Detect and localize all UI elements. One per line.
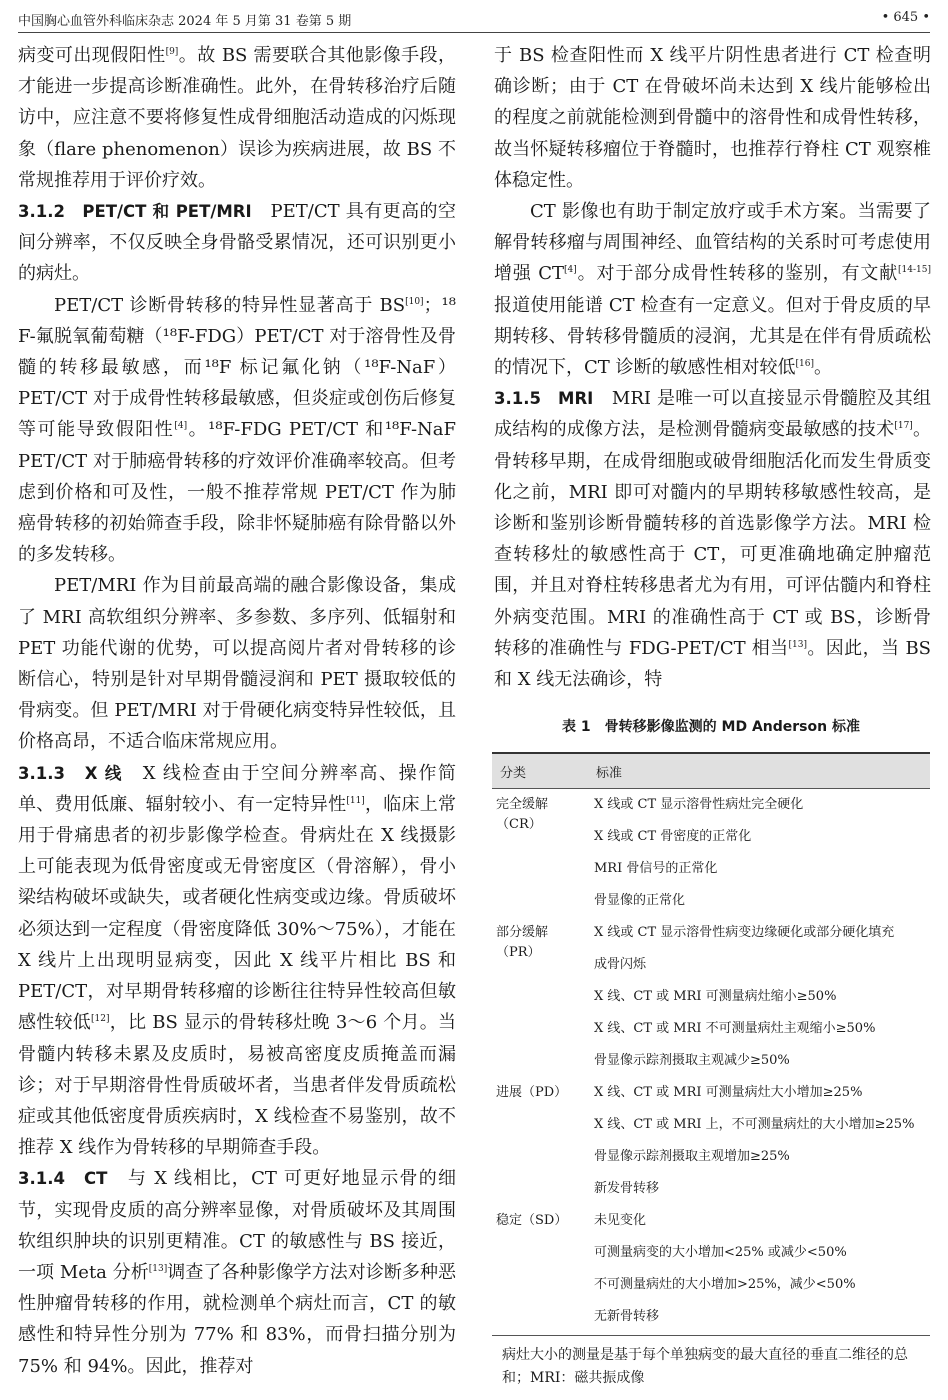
category-cell: 完全缓解（CR）: [496, 797, 549, 832]
left-column: [18, 40, 456, 1382]
criteria-cell: 骨显像的正常化: [594, 893, 686, 908]
criteria-cell: 骨显像示踪剂摄取主观减少≥50%: [594, 1053, 790, 1068]
section-heading: 3.1.4 CT: [18, 1169, 108, 1189]
criteria-cell: MRI 骨信号的正常化: [594, 861, 718, 876]
section-heading: 3.1.3 X 线: [18, 763, 124, 783]
citation[interactable]: [14-15]: [898, 265, 932, 276]
criteria-cell: X 线或 CT 显示溶骨性病变边缘硬化或部分硬化填充: [594, 925, 895, 940]
criteria-cell: X 线、CT 或 MRI 不可测量病灶主观缩小≥50%: [594, 1021, 876, 1036]
table-row: [492, 789, 930, 822]
section-3-1-3: 3.1.3 X 线 X 线检查由于空间分辨率高、操作简单、费用低廉、辐射较小、有一定特异性[11]，临床上常用于骨痛患者的初步影像学检查。骨病灶在 X 线摄影上可能表现为低骨密度或无骨密度区（骨溶解），骨小梁结构破坏或缺失，或者硬化性病变或边缘。骨质破坏必须达到一定程度（骨密度降低 30%～75%），才能在 X 线片上出现明显病变，因此 X 线平片相比 BS 和 PET/CT，对早期骨转移瘤的诊断往往特异性较高但敏感性较低[12]，比 BS 显示的骨转移灶晚 3～6 个月。当骨髓内转移未累及皮质时，易被高密度皮质掩盖而漏诊；对于早期溶骨性骨质破坏者，当患者伴发骨质疏松症或其他低密度骨质疾病时，X 线检查不易鉴别，故不推荐 X 线作为骨转移的早期筛查手段。: [18, 762, 457, 1159]
citation[interactable]: [4]: [564, 265, 577, 276]
paragraph: 于 BS 检查阳性而 X 线平片阴性患者进行 CT 检查明确诊断；由于 CT 在骨破坏尚未达到 X 线片能够检出的程度之前就能检测到骨髓中的溶骨性和成骨性转移，故当怀疑转移瘤位于脊髓时，也推荐行脊柱 CT 观察椎体稳定性。: [494, 45, 931, 191]
criteria-cell: X 线、CT 或 MRI 可测量病灶大小增加≥25%: [594, 1085, 863, 1100]
citation[interactable]: [9]: [165, 47, 179, 57]
section-3-1-4: 3.1.4 CT 与 X 线相比，CT 可更好地显示骨的细节，实现骨皮质的高分辨率显像，对骨质破坏及其周围软组织肿块的识别更精准。CT 的敏感性与 BS 接近，一项 Meta 分析[13]调查了各种影像学方法对诊断多种恶性肿瘤骨转移的作用，就检测单个病灶而言，CT 的敏感性和特异性分别为 77% 和 83%，而骨扫描分别为 75% 和 94%。因此，推荐对: [18, 1168, 457, 1377]
criteria-cell: 骨显像示踪剂摄取主观增加≥25%: [594, 1149, 790, 1164]
category-cell: 稳定（SD）: [496, 1213, 568, 1228]
criteria-cell: 不可测量病灶的大小增加>25%，减少<50%: [594, 1277, 856, 1292]
section-heading: 3.1.5 MRI: [494, 389, 594, 409]
criteria-cell: X 线、CT 或 MRI 可测量病灶缩小≥50%: [594, 989, 837, 1004]
right-column: [494, 40, 931, 695]
citation[interactable]: [16]: [795, 359, 814, 370]
criteria-cell: 可测量病变的大小增加<25% 或减少<50%: [594, 1245, 847, 1260]
criteria-cell: 无新骨转移: [594, 1309, 660, 1324]
criteria-cell: 未见变化: [594, 1213, 647, 1228]
criteria-cell: 成骨闪烁: [594, 957, 647, 972]
journal-title: 中国胸心血管外科临床杂志 2024 年 5 月第 31 卷第 5 期: [18, 14, 352, 29]
criteria-cell: X 线或 CT 骨密度的正常化: [594, 829, 752, 844]
table-body: [492, 789, 930, 1334]
column-header-category: 分类: [492, 753, 588, 789]
citation[interactable]: [11]: [346, 795, 365, 806]
citation[interactable]: [10]: [405, 296, 424, 307]
criteria-table: [492, 752, 930, 1333]
criteria-cell: X 线、CT 或 MRI 上，不可测量病灶的大小增加≥25%: [594, 1117, 915, 1132]
criteria-cell: X 线或 CT 显示溶骨性病灶完全硬化: [594, 797, 804, 812]
table-footnote: 病灶大小的测量是基于每个单独病变的最大直径的垂直二维径的总和；MRI：磁共振成像: [502, 1347, 908, 1386]
header-divider: [18, 32, 930, 33]
table-bottom-rule: [492, 1335, 930, 1336]
page-header: [18, 6, 930, 32]
criteria-table-block: [492, 716, 930, 1390]
page-number: • 645 •: [881, 10, 930, 25]
table-header-row: [492, 753, 930, 789]
section-heading: 3.1.2 PET/CT 和 PET/MRI: [18, 202, 252, 222]
category-cell: 部分缓解（PR）: [496, 925, 549, 960]
criteria-cell: 新发骨转移: [594, 1181, 660, 1196]
table-row: [492, 1205, 930, 1237]
paragraph: CT 影像也有助于制定放疗或手术方案。当需要了解骨转移瘤与周围神经、血管结构的关系时可考虑使用增强 CT[4]。对于部分成骨性转移的鉴别，有文献[14-15]报道使用能谱 CT 检查有一定意义。但对于骨皮质的早期转移、骨转移骨髓质的浸润，尤其是在伴有骨质疏松的情况下，CT 诊断的敏感性相对较低[16]。: [494, 201, 932, 379]
table-caption: 表 1 骨转移影像监测的 MD Anderson 标准: [562, 719, 860, 735]
column-header-criteria: 标准: [588, 753, 930, 789]
table-row: [492, 917, 930, 949]
citation[interactable]: [4]: [174, 421, 188, 432]
section-3-1-2: 3.1.2 PET/CT 和 PET/MRI PET/CT 具有更高的空间分辨率，不仅反映全身骨骼受累情况，还可识别更小的病灶。: [18, 201, 457, 285]
citation[interactable]: [13]: [788, 639, 808, 650]
citation[interactable]: [12]: [91, 1014, 110, 1025]
paragraph: PET/MRI 作为目前最高端的融合影像设备，集成了 MRI 高软组织分辨率、多参数、多序列、低辐射和 PET 功能代谢的优势，可以提高阅片者对骨转移的诊断信心，特别是针对早期骨髓浸润和 PET 摄取较低的骨病变。但 PET/MRI 对于骨硬化病变特异性较低，且价格高昂，不适合临床常规应用。: [18, 575, 456, 753]
category-cell: 进展（PD）: [496, 1085, 568, 1100]
paragraph: 病变可出现假阳性[9]。故 BS 需要联合其他影像手段，才能进一步提高诊断准确性。此外，在骨转移治疗后随访中，应注意不要将修复性成骨细胞活动造成的闪烁现象（flare phenomenon）误诊为疾病进展，故 BS 不常规推荐用于评价疗效。: [18, 45, 456, 191]
section-3-1-5: 3.1.5 MRI MRI 是唯一可以直接显示骨髓腔及其组成结构的成像方法，是检测骨髓病变最敏感的技术[17]。骨转移早期，在成骨细胞或破骨细胞活化而发生骨质变化之前，MRI 即可对髓内的早期转移敏感性较高，是诊断和鉴别诊断骨髓转移的首选影像学方法。MRI 检查转移灶的敏感性高于 CT，可更准确地确定肿瘤范围，并且对脊柱转移患者尤为有用，可评估髓内和脊柱外病变范围。MRI 的准确性高于 CT 或 BS，诊断骨转移的准确性与 FDG-PET/CT 相当[13]。因此，当 BS 和 X 线无法确诊，特: [494, 388, 932, 691]
citation[interactable]: [17]: [894, 421, 913, 432]
table-row: [492, 1077, 930, 1109]
citation[interactable]: [13]: [148, 1263, 168, 1274]
paragraph: PET/CT 诊断骨转移的特异性显著高于 BS[10]；¹⁸ F-氟脱氧葡萄糖（¹⁸F-FDG）PET/CT 对于溶骨性及骨髓的转移最敏感，而¹⁸F 标记氟化钠（¹⁸F-NaF）PET/CT 对于成骨性转移最敏感，但炎症或创伤后修复等可能导致假阳性[4]。¹⁸F-FDG PET/CT 和¹⁸F-NaF PET/CT 对于肺癌骨转移的疗效评价准确率较高。但考虑到价格和可及性，一般不推荐常规 PET/CT 作为肺癌骨转移的初始筛查手段，除非怀疑肺癌有除骨骼以外的多发转移。: [18, 294, 457, 566]
